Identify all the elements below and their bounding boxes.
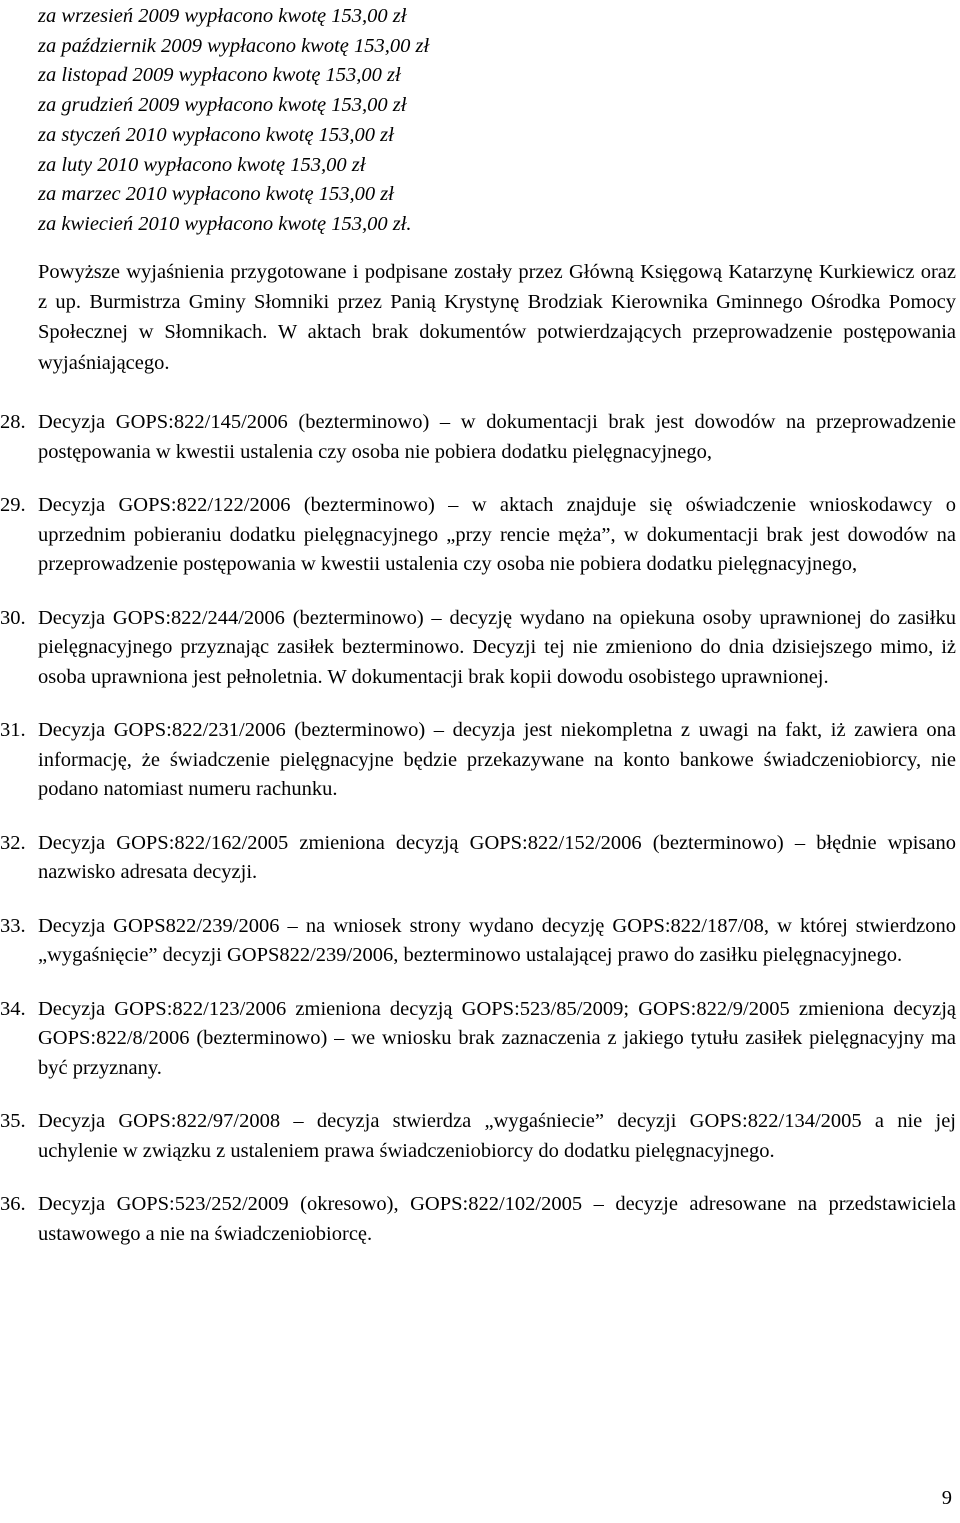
payment-list <box>38 2 429 240</box>
payment-line: za kwiecień 2010 wypłacono kwotę 153,00 zł. <box>38 212 412 235</box>
finding-text: Decyzja GOPS822/239/2006 – na wniosek strony wydano decyzję GOPS:822/187/08, w której stwierdzono „wygaśnięcie” decyzji GOPS822/239/2006, bezterminowo ustalającej prawo do zasiłku pielęgnacyjnego. <box>38 914 956 966</box>
findings-list <box>0 408 960 1273</box>
explanation-paragraph: Powyższe wyjaśnienia przygotowane i podpisane zostały przez Główną Księgową Katarzynę Kurkiewicz oraz z up. Burmistrza Gminy Słomniki przez Panią Krystynę Brodziak Kierownika Gminnego Ośrodka Pomocy Społecznej w Słomnikach. W aktach brak dokumentów potwierdzających przeprowadzenie postępowania wyjaśniającego. <box>38 261 956 374</box>
finding-text: Decyzja GOPS:822/231/2006 (bezterminowo) – decyzja jest niekompletna z uwagi na fakt, iż zawiera ona informację, że świadczenie pielęgnacyjne będzie przekazywane na konto bankowe świadczeniobiorcy, nie podano natomiast numeru rachunku. <box>38 719 956 800</box>
finding-item <box>0 995 956 1084</box>
payment-line: za styczeń 2010 wypłacono kwotę 153,00 zł <box>38 123 394 146</box>
finding-item <box>0 491 956 580</box>
finding-text: Decyzja GOPS:822/162/2005 zmieniona decyzją GOPS:822/152/2006 (bezterminowo) – błędnie wpisano nazwisko adresata decyzji. <box>38 831 956 883</box>
finding-item <box>0 1107 956 1166</box>
finding-item <box>0 604 956 693</box>
finding-number: 36. <box>0 1193 26 1215</box>
finding-text: Decyzja GOPS:822/123/2006 zmieniona decyzją GOPS:523/85/2009; GOPS:822/9/2005 zmieniona decyzją GOPS:822/8/2006 (bezterminowo) – we wniosku brak zaznaczenia z jakiego tytułu zasiłek pielęgnacyjny ma być przyznany. <box>38 997 956 1079</box>
page-number: 9 <box>941 1487 952 1509</box>
finding-number: 34. <box>0 997 26 1020</box>
finding-item <box>0 716 956 805</box>
finding-text: Decyzja GOPS:822/97/2008 – decyzja stwierdza „wygaśniecie” decyzji GOPS:822/134/2005 a nie jej uchylenie w związku z ustaleniem prawa świadczeniobiorcy do dodatku pielęgnacyjnego. <box>38 1110 956 1162</box>
finding-number: 28. <box>0 411 26 433</box>
finding-number: 33. <box>0 914 26 937</box>
payment-line: za marzec 2010 wypłacono kwotę 153,00 zł <box>38 183 394 206</box>
payment-line: za listopad 2009 wypłacono kwotę 153,00 zł <box>38 64 401 87</box>
finding-number: 31. <box>0 719 26 741</box>
finding-text: Decyzja GOPS:822/145/2006 (bezterminowo) – w dokumentacji brak jest dowodów na przeprowadzenie postępowania w kwestii ustalenia czy osoba nie pobiera dodatku pielęgnacyjnego, <box>38 411 956 463</box>
finding-number: 30. <box>0 606 26 629</box>
finding-item <box>0 912 956 971</box>
finding-item <box>0 408 956 467</box>
finding-text: Decyzja GOPS:822/244/2006 (bezterminowo) – decyzję wydano na opiekuna osoby uprawnionej do zasiłku pielęgnacyjnego przyznając zasiłek bezterminowo. Decyzji tej nie zmieniono do dnia dzisiejszego mimo, iż osoba uprawniona jest pełnoletnia. W dokumentacji brak kopii dowodu osobistego uprawnionej. <box>38 606 956 688</box>
finding-number: 29. <box>0 494 26 516</box>
finding-text: Decyzja GOPS:822/122/2006 (bezterminowo) – w aktach znajduje się oświadczenie wnioskodawcy o uprzednim pobieraniu dodatku pielęgnacyjnego „przy rencie męża”, w dokumentacji brak jest dowodów na przeprowadzenie postępowania w kwestii ustalenia czy osoba nie pobiera dodatku pielęgnacyjnego, <box>38 494 956 575</box>
finding-number: 35. <box>0 1110 26 1132</box>
payment-line: za luty 2010 wypłacono kwotę 153,00 zł <box>38 153 366 176</box>
finding-text: Decyzja GOPS:523/252/2009 (okresowo), GOPS:822/102/2005 – decyzje adresowane na przedstawiciela ustawowego a nie na świadczeniobiorcę. <box>38 1193 956 1245</box>
payment-line: za grudzień 2009 wypłacono kwotę 153,00 zł <box>38 94 407 117</box>
finding-number: 32. <box>0 831 26 854</box>
finding-item <box>0 1190 956 1249</box>
payment-line: za wrzesień 2009 wypłacono kwotę 153,00 zł <box>38 5 407 27</box>
payment-line: za październik 2009 wypłacono kwotę 153,00 zł <box>38 34 430 57</box>
finding-item <box>0 829 956 888</box>
